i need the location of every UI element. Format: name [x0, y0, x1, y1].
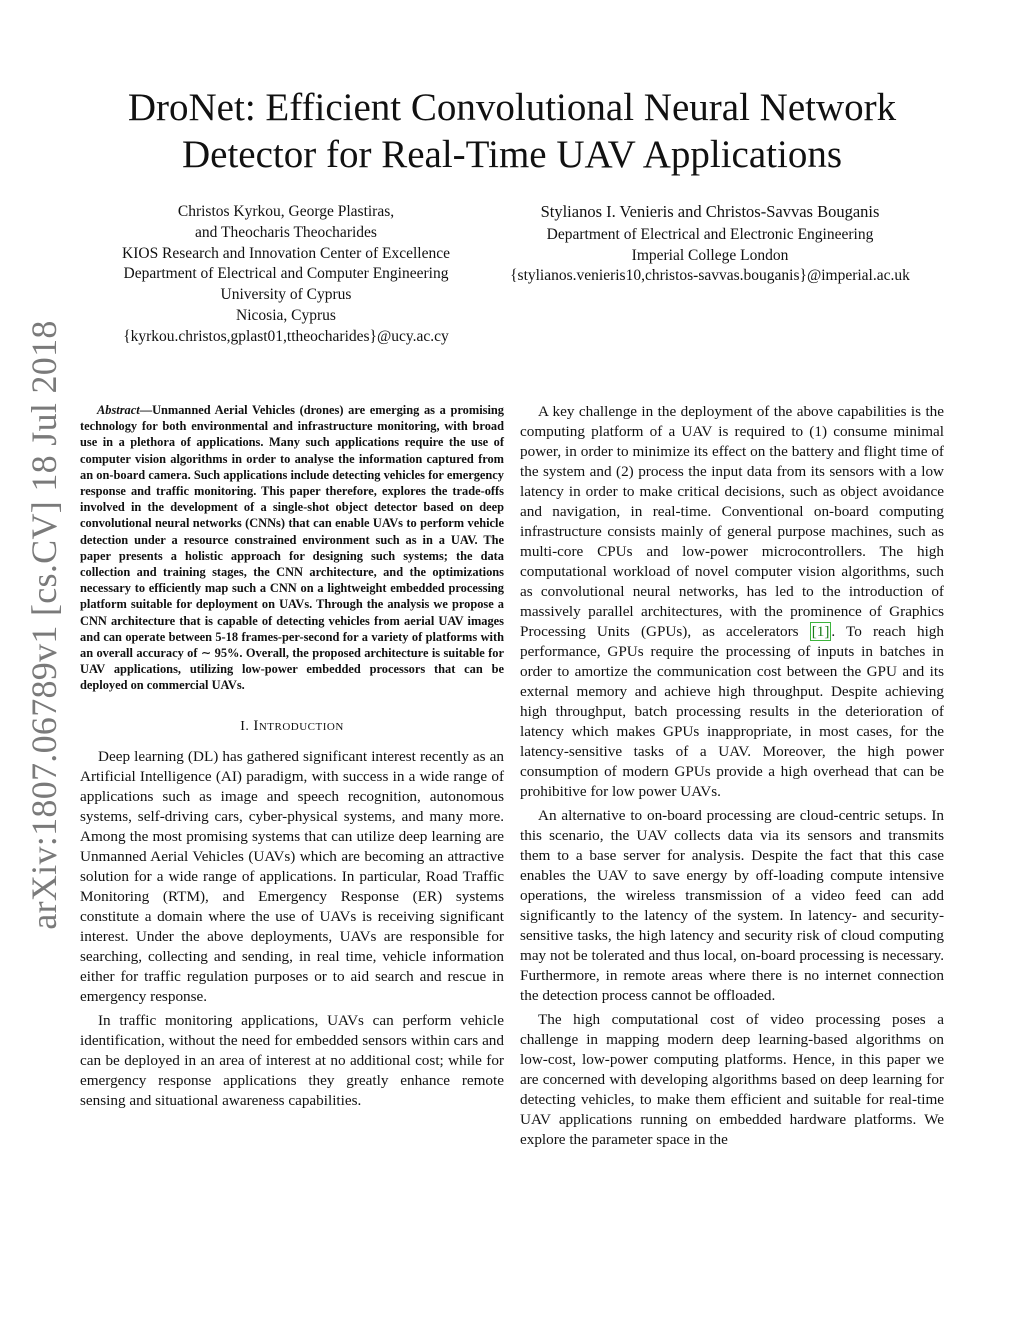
right-column [520, 402, 944, 1154]
affiliation-line: Department of Electrical and Computer Engineering [123, 265, 449, 283]
author-names-2: and Theocharis Theocharides [195, 223, 377, 241]
section-heading [80, 716, 504, 737]
abstract-label: Abstract [97, 403, 140, 417]
title-line-1: DroNet: Efficient Convolutional Neural Network [127, 86, 897, 129]
abstract-text: —Unmanned Aerial Vehicles (drones) are emerging as a promising technology for both environmental and infrastructure monitoring, with broad use in a plethora of applications. Many such applications require the use of computer vision algorithms in order to analyse the information captured from an on-board camera. Such applications include detecting vehicles for emergency response and traffic monitoring. This paper therefore, explores the trade-offs involved in the development of a single-shot object detector based on deep convolutional neural networks (CNNs) that can enable UAVs to perform vehicle detection under a resource constrained environment such as in a UAV. The paper presents a holistic approach for designing such systems; the data collection and training stages, the CNN architecture, and the optimizations necessary to efficiently map such a CNN on a lightweight embedded processing platform suitable for deployment on UAVs. Through the analysis we propose a CNN architecture that is capable of detecting vehicles from aerial UAV images and can operate between 5-18 frames-per-second for a variety of platforms with an overall accuracy of ∼ 95%. Overall, the proposed architecture is suitable for UAV applications, utilizing low-power embedded processors that can be deployed on commercial UAVs. [80, 403, 504, 693]
body-paragraph-1 [520, 402, 944, 802]
body-paragraph-2: An alternative to on-board processing are cloud-centric setups. In this scenario, the UAV collects data via its sensors and transmits them to a base server for analysis. Despite the fact that this case enables the UAV to save energy by off-loading compute intensive operations, the wireless transmission of a video feed can add significantly to the latency of the system. In latency- and security-sensitive tasks, the high latency and security risk of cloud computing may not be tolerated and thus local, on-board processing is necessary. Furthermore, in remote areas where there is no internet connection the detection process cannot be offloaded. [520, 807, 944, 1004]
body-text: . To reach high performance, GPUs require the processing of inputs in batches in order to amortize the communication cost between the GPU and its external memory and achieve high throughput. Despite achieving high throughput, batch processing results in the deterioration of latency which makes GPUs inappropriate, in most cases, for the latency-sensitive tasks of a UAV. Moreover, the high power consumption of modern GPUs provide a high overhead that can be prohibitive for low power UAVs. [520, 623, 944, 800]
author-email: {kyrkou.christos,gplast01,ttheocharides}@ucy.ac.cy [123, 327, 449, 345]
left-column [80, 402, 504, 1115]
paper-title [80, 84, 944, 178]
affiliation-line: Nicosia, Cyprus [236, 306, 336, 324]
author-names: Stylianos I. Venieris and Christos-Savvas Bouganis [540, 202, 880, 221]
citation-link[interactable]: [1] [811, 623, 830, 640]
title-line-2: Detector for Real-Time UAV Applications [181, 133, 843, 176]
intro-paragraph-1: Deep learning (DL) has gathered significant interest recently as an Artificial Intelligence (AI) paradigm, with success in a wide range of applications such as image and speech recognition, autonomous systems, self-driving cars, cyber-physical systems, and many more. Among the most promising systems that can utilize deep learning are Unmanned Aerial Vehicles (UAVs) which are becoming an attractive solution for a wide range of applications. In particular, Road Traffic Monitoring (RTM), and Emergency Response (ER) systems constitute a domain where the use of UAVs is receiving significant interest. Under the above deployments, UAVs are responsible for searching, collecting and sending, in real time, vehicle information either for traffic regulation purposes or to aid search and rescue in emergency response. [80, 747, 504, 1005]
body-paragraph-3: The high computational cost of video processing poses a challenge in mapping modern deep learning-based algorithms on low-cost, low-power computing platforms. Hence, in this paper we are concerned with developing algorithms based on deep learning for detecting vehicles, to make them efficient and suitable for real-time UAV applications running on embedded hardware platforms. We explore the parameter space in the [520, 1011, 944, 1148]
affiliation-line: University of Cyprus [220, 286, 352, 304]
arxiv-identifier-margin [14, 300, 74, 950]
section-title: Introduction [253, 717, 344, 734]
author-block-right [470, 202, 950, 287]
affiliation-line: Imperial College London [631, 246, 789, 264]
author-email: {stylianos.venieris10,christos-savvas.bouganis}@imperial.ac.uk [510, 267, 910, 285]
body-text: A key challenge in the deployment of the above capabilities is the computing platform of a UAV is required to (1) consume minimal power, in order to minimize its effect on the battery and flight time of the system and (2) process the input data from its sensors with a low latency in order to make critical decisions, such as object avoidance and navigation, in real-time. Conventional on-board computing infrastructure consists mainly of general purpose machines, such as multi-core CPUs and low-power microcontrollers. The high computational workload of novel computer vision algorithms, such as convolutional neural networks, has led to the introduction of massively parallel architectures, with the prominence of Graphics Processing Units (GPUs), as accelerators [520, 403, 944, 640]
author-names-1: Christos Kyrkou, George Plastiras, [177, 203, 395, 220]
intro-paragraph-2: In traffic monitoring applications, UAVs can perform vehicle identification, without the need for embedded sensors within cars and can be deployed in an area of interest at no additional cost; while for emergency response applications they greatly enhance remote sensing and situational awareness capabilities. [80, 1011, 504, 1109]
arxiv-identifier: arXiv:1807.06789v1 [cs.CV] 18 Jul 2018 [24, 320, 64, 930]
author-block-left [96, 202, 476, 348]
abstract [80, 402, 504, 694]
affiliation-line: Department of Electrical and Electronic Engineering [546, 225, 874, 243]
section-numeral: I. [240, 718, 254, 734]
affiliation-line: KIOS Research and Innovation Center of Excellence [122, 244, 450, 262]
